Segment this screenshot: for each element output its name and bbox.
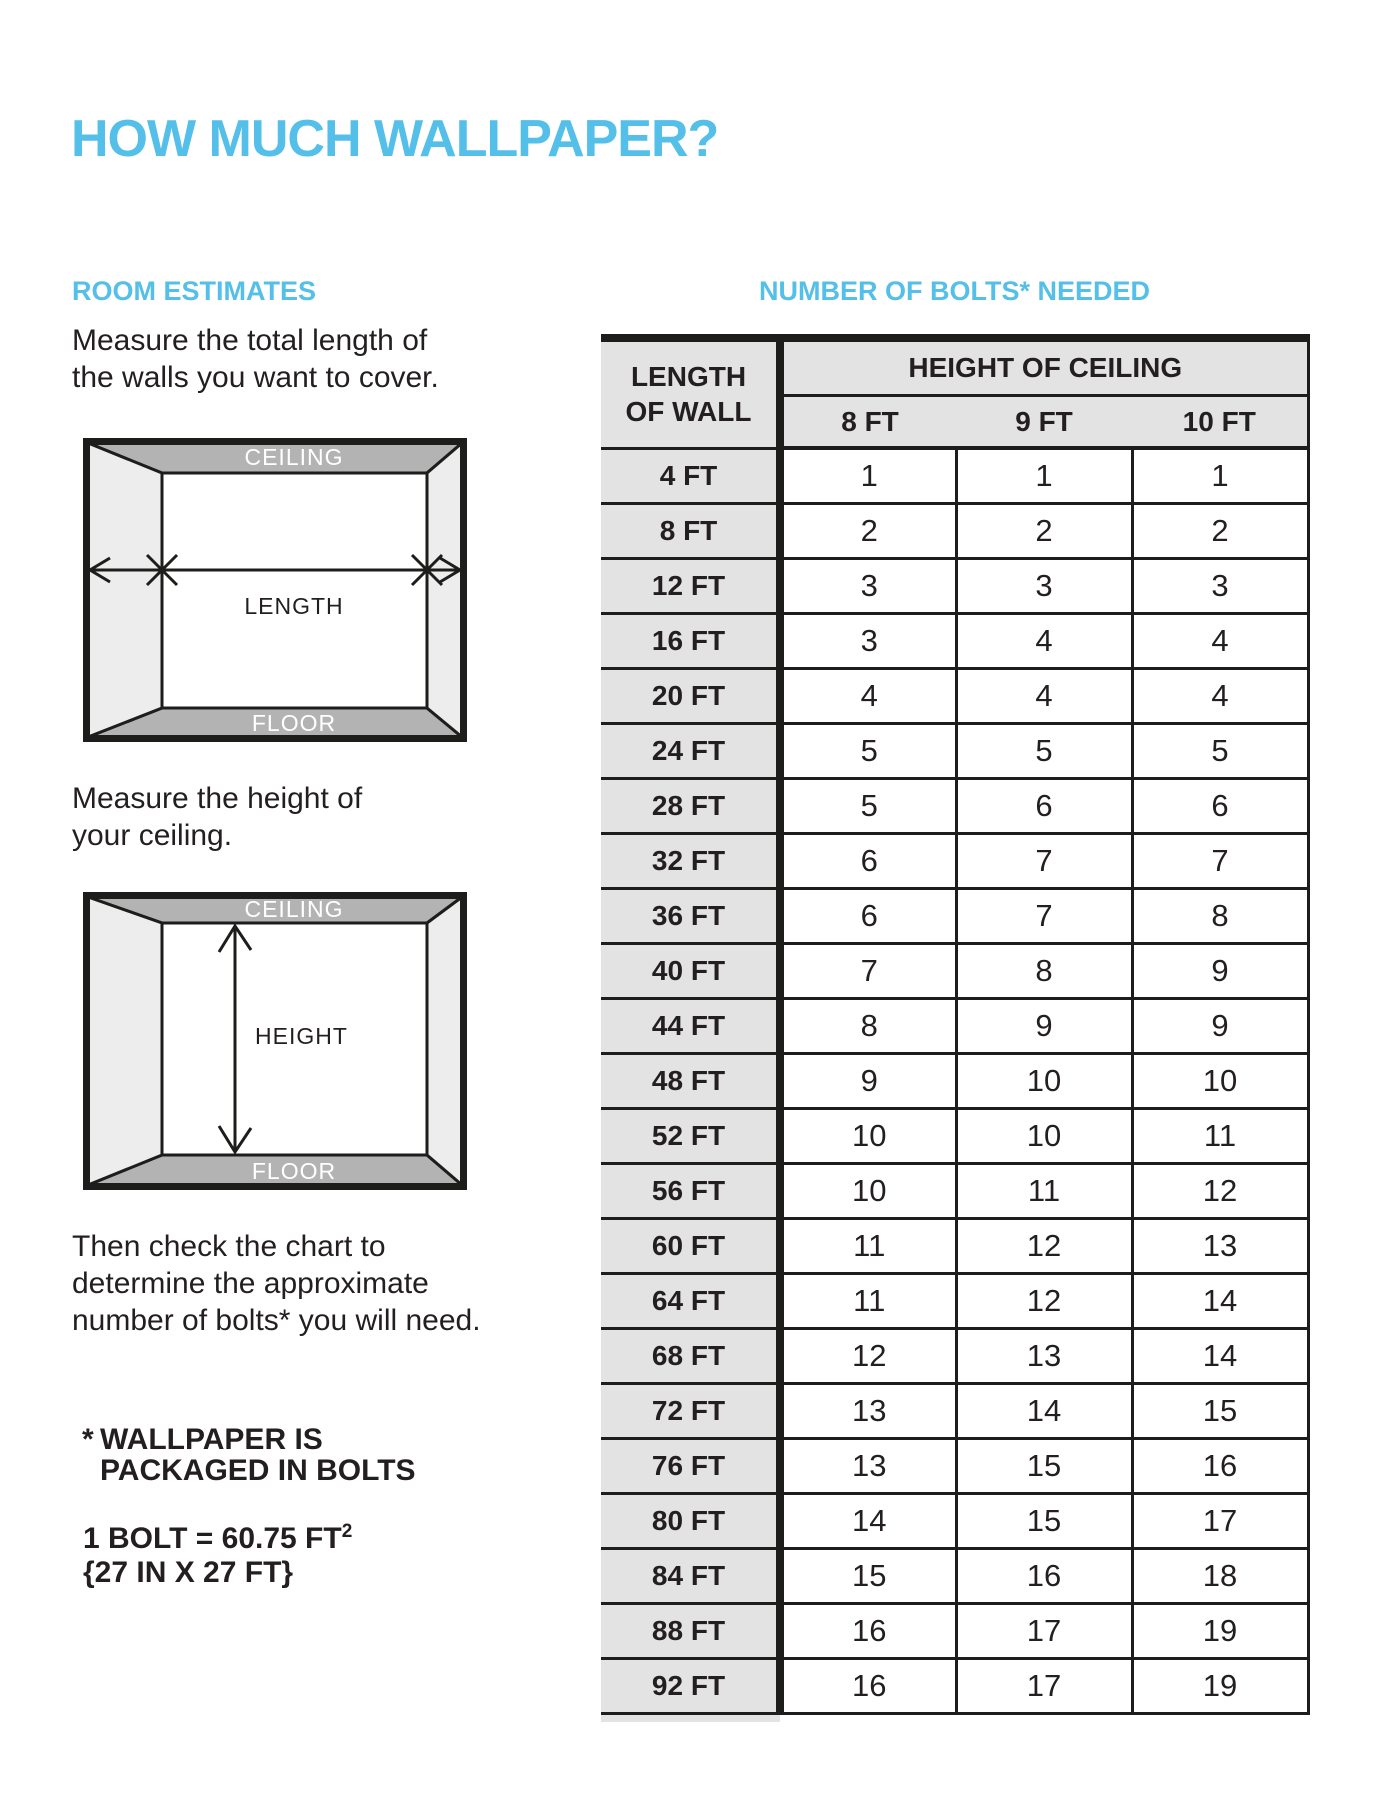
- bolt-equation-text: 1 BOLT = 60.75 FT: [83, 1522, 342, 1555]
- bolt-count-cell: 3: [956, 559, 1132, 614]
- length-of-wall-cell: 12 FT: [601, 559, 780, 614]
- bolt-count-cell: 6: [780, 889, 956, 944]
- length-of-wall-cell: 44 FT: [601, 999, 780, 1054]
- bolt-count-cell: 13: [780, 1384, 956, 1439]
- table-row: [601, 1659, 1308, 1714]
- bolt-count-cell: 11: [1132, 1109, 1308, 1164]
- length-of-wall-cell: 8 FT: [601, 504, 780, 559]
- paragraph-line: Measure the total length of: [72, 324, 428, 357]
- row-group-header: [601, 338, 780, 448]
- bolt-count-cell: 15: [956, 1439, 1132, 1494]
- bolt-count-cell: 7: [956, 889, 1132, 944]
- bolt-count-cell: 10: [956, 1109, 1132, 1164]
- length-of-wall-cell: 64 FT: [601, 1274, 780, 1329]
- length-of-wall-cell: 92 FT: [601, 1659, 780, 1714]
- bolt-count-cell: 17: [956, 1659, 1132, 1714]
- bolt-count-cell: 7: [956, 834, 1132, 889]
- bolt-count-cell: 12: [1132, 1164, 1308, 1219]
- bolt-count-cell: 5: [956, 724, 1132, 779]
- paragraph-line: number of bolts* you will need.: [72, 1304, 481, 1337]
- bolt-count-cell: 14: [1132, 1329, 1308, 1384]
- col-header-8ft: 8 FT: [780, 396, 956, 449]
- length-of-wall-cell: 72 FT: [601, 1384, 780, 1439]
- table-row: [601, 1439, 1308, 1494]
- length-of-wall-cell: 28 FT: [601, 779, 780, 834]
- table-row: [601, 1494, 1308, 1549]
- col-header-10ft: 10 FT: [1132, 396, 1308, 449]
- bolt-count-cell: 16: [780, 1604, 956, 1659]
- table-row: [601, 448, 1308, 504]
- length-of-wall-cell: 20 FT: [601, 669, 780, 724]
- bolt-count-cell: 16: [1132, 1439, 1308, 1494]
- floor-label: FLOOR: [251, 1158, 337, 1184]
- footnote-line: PACKAGED IN BOLTS: [100, 1454, 416, 1487]
- bolt-count-cell: 9: [1132, 999, 1308, 1054]
- bolt-dimensions: {27 IN X 27 FT}: [83, 1556, 294, 1589]
- col-header-9ft: 9 FT: [956, 396, 1132, 449]
- length-of-wall-cell: 40 FT: [601, 944, 780, 999]
- ceiling-label: CEILING: [244, 896, 344, 922]
- bolt-count-cell: 13: [1132, 1219, 1308, 1274]
- ceiling-label: CEILING: [244, 444, 344, 470]
- bolt-count-cell: 11: [956, 1164, 1132, 1219]
- length-of-wall-cell: 60 FT: [601, 1219, 780, 1274]
- paragraph-line: Measure the height of: [72, 782, 363, 815]
- table-row: [601, 504, 1308, 559]
- length-of-wall-cell: 76 FT: [601, 1439, 780, 1494]
- measure-height-instruction: [72, 780, 362, 854]
- measure-length-instruction: [72, 322, 439, 396]
- bolt-count-cell: 8: [1132, 889, 1308, 944]
- left-column-footer-strip: [601, 1715, 780, 1722]
- length-of-wall-cell: 16 FT: [601, 614, 780, 669]
- bolt-count-cell: 6: [956, 779, 1132, 834]
- length-of-wall-cell: 36 FT: [601, 889, 780, 944]
- bolt-count-cell: 17: [956, 1604, 1132, 1659]
- footnote-line: WALLPAPER IS: [100, 1423, 323, 1456]
- length-of-wall-cell: 24 FT: [601, 724, 780, 779]
- bolt-count-cell: 1: [1132, 448, 1308, 504]
- room-estimates-heading: ROOM ESTIMATES: [72, 276, 317, 307]
- bolt-count-cell: 19: [1132, 1604, 1308, 1659]
- bolt-count-cell: 2: [956, 504, 1132, 559]
- room-height-diagram-svg: [83, 892, 467, 1190]
- room-length-diagram-svg: [83, 438, 467, 742]
- table-row: [601, 1384, 1308, 1439]
- bolt-count-cell: 7: [780, 944, 956, 999]
- bolt-count-cell: 8: [780, 999, 956, 1054]
- bolt-count-cell: 10: [780, 1109, 956, 1164]
- bolt-count-cell: 10: [1132, 1054, 1308, 1109]
- check-chart-instruction: [72, 1228, 481, 1339]
- floor-label: FLOOR: [251, 710, 337, 736]
- bolt-count-cell: 4: [1132, 669, 1308, 724]
- table-row: [601, 614, 1308, 669]
- bolt-count-cell: 1: [780, 448, 956, 504]
- bolt-count-cell: 15: [780, 1549, 956, 1604]
- bolt-count-cell: 9: [1132, 944, 1308, 999]
- bolt-count-cell: 10: [956, 1054, 1132, 1109]
- bolt-count-cell: 3: [780, 559, 956, 614]
- length-of-wall-cell: 84 FT: [601, 1549, 780, 1604]
- bolt-count-cell: 13: [780, 1439, 956, 1494]
- table-row: [601, 1604, 1308, 1659]
- bolt-count-cell: 5: [1132, 724, 1308, 779]
- bolt-equation-exponent: 2: [341, 1521, 353, 1542]
- bolt-count-cell: 3: [1132, 559, 1308, 614]
- length-of-wall-cell: 80 FT: [601, 1494, 780, 1549]
- bolt-count-cell: 9: [780, 1054, 956, 1109]
- paragraph-line: your ceiling.: [72, 819, 233, 852]
- table-row: [601, 1054, 1308, 1109]
- row-group-header-line: OF WALL: [625, 396, 752, 428]
- paragraph-line: the walls you want to cover.: [72, 361, 439, 394]
- bolt-count-cell: 16: [956, 1549, 1132, 1604]
- table-row: [601, 669, 1308, 724]
- bolt-count-cell: 13: [956, 1329, 1132, 1384]
- bolt-count-cell: 15: [956, 1494, 1132, 1549]
- bolt-count-cell: 6: [1132, 779, 1308, 834]
- table-row: [601, 724, 1308, 779]
- height-dimension-label: HEIGHT: [255, 1023, 348, 1049]
- bolt-count-cell: 4: [1132, 614, 1308, 669]
- length-of-wall-cell: 88 FT: [601, 1604, 780, 1659]
- bolt-count-cell: 12: [956, 1274, 1132, 1329]
- bolt-count-cell: 18: [1132, 1549, 1308, 1604]
- row-group-header-line: LENGTH: [630, 361, 747, 393]
- bolt-count-cell: 12: [956, 1219, 1132, 1274]
- length-of-wall-cell: 52 FT: [601, 1109, 780, 1164]
- table-row: [601, 834, 1308, 889]
- table-row: [601, 944, 1308, 999]
- bolt-count-cell: 7: [1132, 834, 1308, 889]
- bolt-equation: [83, 1522, 352, 1556]
- bolt-count-cell: 14: [1132, 1274, 1308, 1329]
- table-row: [601, 1109, 1308, 1164]
- bolt-count-cell: 12: [780, 1329, 956, 1384]
- paragraph-line: determine the approximate: [72, 1267, 429, 1300]
- bolt-count-cell: 3: [780, 614, 956, 669]
- bolt-count-cell: 5: [780, 724, 956, 779]
- bolt-count-cell: 14: [956, 1384, 1132, 1439]
- bolt-count-cell: 6: [780, 834, 956, 889]
- bolts-footnote: [82, 1424, 416, 1486]
- bolt-count-cell: 4: [780, 669, 956, 724]
- table-row: [601, 559, 1308, 614]
- bolt-count-cell: 5: [780, 779, 956, 834]
- length-of-wall-cell: 48 FT: [601, 1054, 780, 1109]
- page-title: HOW MUCH WALLPAPER?: [71, 109, 719, 168]
- bolt-count-cell: 4: [956, 669, 1132, 724]
- bolt-count-cell: 2: [1132, 504, 1308, 559]
- length-of-wall-cell: 4 FT: [601, 448, 780, 504]
- bolt-count-cell: 11: [780, 1219, 956, 1274]
- bolt-count-cell: 9: [956, 999, 1132, 1054]
- bolts-table: [601, 334, 1310, 1722]
- bolt-count-cell: 4: [956, 614, 1132, 669]
- table-row: [601, 1549, 1308, 1604]
- table-row: [601, 779, 1308, 834]
- length-of-wall-cell: 32 FT: [601, 834, 780, 889]
- bolt-count-cell: 2: [780, 504, 956, 559]
- room-height-diagram: [83, 892, 467, 1195]
- bolt-count-cell: 10: [780, 1164, 956, 1219]
- table-row: [601, 999, 1308, 1054]
- bolt-count-cell: 8: [956, 944, 1132, 999]
- room-length-diagram: [83, 438, 467, 747]
- bolt-count-cell: 16: [780, 1659, 956, 1714]
- table-row: [601, 1329, 1308, 1384]
- column-group-header: HEIGHT OF CEILING: [780, 338, 1308, 396]
- table-row: [601, 889, 1308, 944]
- bolt-count-cell: 17: [1132, 1494, 1308, 1549]
- bolt-count-cell: 19: [1132, 1659, 1308, 1714]
- length-of-wall-cell: 56 FT: [601, 1164, 780, 1219]
- footnote-asterisk: *: [82, 1423, 94, 1456]
- bolt-count-cell: 1: [956, 448, 1132, 504]
- table-row: [601, 1219, 1308, 1274]
- bolt-count-cell: 14: [780, 1494, 956, 1549]
- bolt-count-cell: 15: [1132, 1384, 1308, 1439]
- bolts-needed-heading: NUMBER OF BOLTS* NEEDED: [758, 276, 1150, 307]
- length-of-wall-cell: 68 FT: [601, 1329, 780, 1384]
- bolt-count-cell: 11: [780, 1274, 956, 1329]
- table-row: [601, 1164, 1308, 1219]
- back-wall: [162, 473, 427, 708]
- right-wall: [427, 443, 462, 737]
- left-wall: [88, 897, 162, 1185]
- length-dimension-label: LENGTH: [244, 593, 344, 619]
- paragraph-line: Then check the chart to: [72, 1230, 386, 1263]
- right-wall: [427, 897, 462, 1185]
- table-row: [601, 1274, 1308, 1329]
- left-wall: [88, 443, 162, 737]
